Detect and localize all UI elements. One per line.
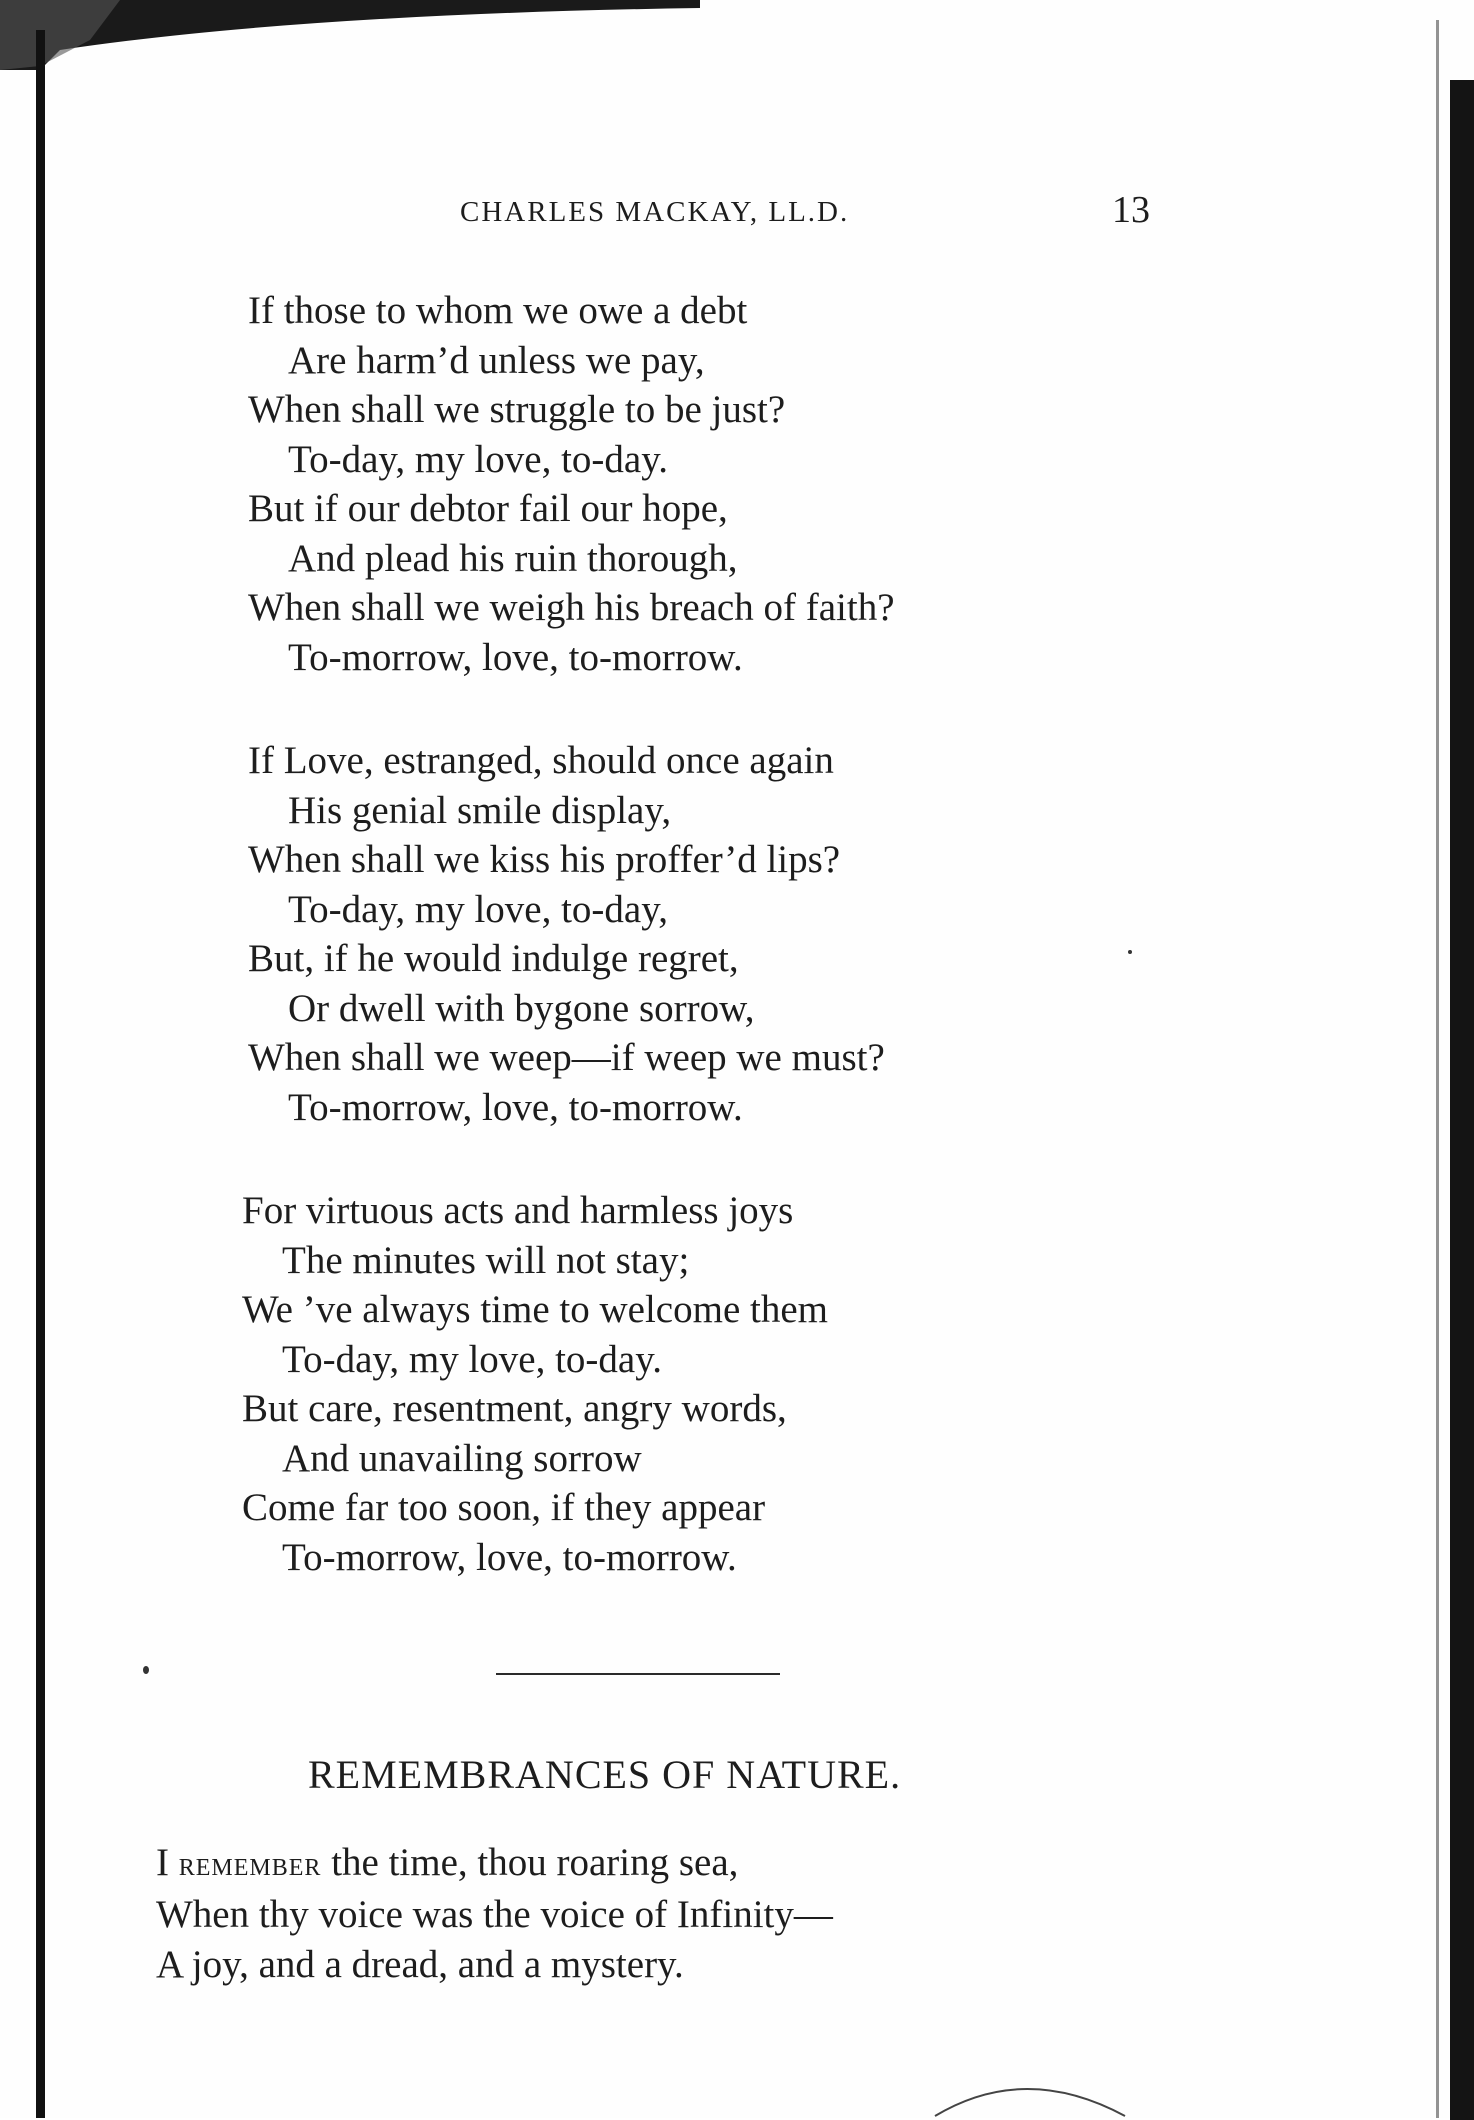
verse-line: When shall we struggle to be just? (248, 388, 786, 431)
stanza-3 (242, 1186, 828, 1582)
running-head: CHARLES MACKAY, LL.D. (460, 196, 850, 228)
poem-title: REMEMBRANCES OF NATURE. (308, 1752, 902, 1797)
verse-line: To-day, my love, to-day, (288, 887, 668, 931)
verse-line: His genial smile display, (288, 788, 672, 832)
verse-line: But, if he would indulge regret, (248, 937, 739, 980)
poem-opening (156, 1838, 833, 1990)
smallcaps-word: remember (178, 1846, 322, 1883)
verse-line: Come far too soon, if they appear (242, 1486, 766, 1529)
verse-line: Are harm’d unless we pay, (288, 338, 705, 382)
verse-line: We ’ve always time to welcome them (242, 1288, 828, 1331)
verse-line: A joy, and a dread, and a mystery. (156, 1943, 684, 1986)
verse-line: The minutes will not stay; (282, 1238, 690, 1282)
binding-left-edge (36, 30, 45, 2118)
verse-line: To-day, my love, to-day. (282, 1337, 662, 1381)
verse-line: Or dwell with bygone sorrow, (288, 986, 755, 1030)
verse-line: To-day, my love, to-day. (288, 437, 668, 481)
section-divider (496, 1673, 780, 1675)
scan-corner-shadow (0, 0, 700, 70)
verse-line (156, 1838, 833, 1890)
stanza-2 (248, 736, 885, 1132)
verse-line: When shall we weigh his breach of faith? (248, 586, 895, 629)
verse-line: If Love, estranged, should once again (248, 739, 834, 782)
verse-line: For virtuous acts and harmless joys (242, 1189, 794, 1232)
verse-line: When thy voice was the voice of Infinity— (156, 1893, 833, 1936)
ink-speck (1128, 950, 1132, 954)
verse-line: When shall we kiss his proffer’d lips? (248, 838, 841, 881)
drop-initial: I (156, 1841, 169, 1884)
binding-right-edge (1432, 20, 1474, 2118)
scan-arc-mark (930, 2070, 1130, 2118)
verse-line: But care, resentment, angry words, (242, 1387, 787, 1430)
ink-speck (143, 1666, 149, 1674)
verse-line: To-morrow, love, to-morrow. (282, 1535, 737, 1579)
verse-line: To-morrow, love, to-morrow. (288, 1085, 743, 1129)
verse-line: To-morrow, love, to-morrow. (288, 635, 743, 679)
stanza-1 (248, 286, 895, 682)
verse-line: But if our debtor fail our hope, (248, 487, 728, 530)
verse-line-rest: the time, thou roaring sea, (321, 1841, 739, 1884)
verse-line: When shall we weep—if weep we must? (248, 1036, 885, 1079)
verse-line: If those to whom we owe a debt (248, 289, 748, 332)
verse-line: And unavailing sorrow (282, 1436, 642, 1480)
page-number: 13 (1112, 189, 1150, 231)
verse-line: And plead his ruin thorough, (288, 536, 738, 580)
